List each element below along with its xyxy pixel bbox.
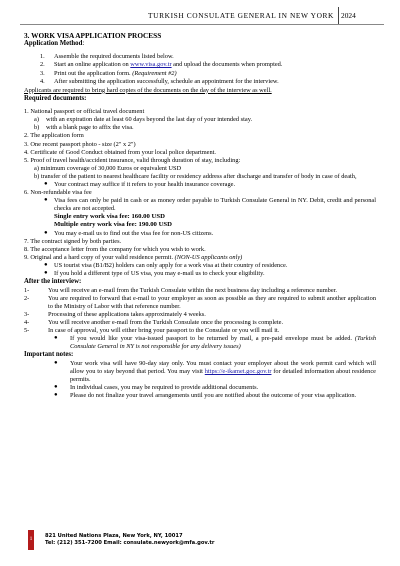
- list-item: 2. The application form: [24, 132, 84, 140]
- bullet-icon: ●: [54, 335, 58, 342]
- bullet-icon: ●: [54, 359, 58, 366]
- list-item: 8. The acceptance letter from the company for which you wish to work.: [24, 246, 206, 254]
- list-item: ● Please do not finalize your travel arrangements until you are notified about the outcome of your visa application.: [54, 392, 357, 400]
- bullet-icon: ●: [54, 392, 58, 399]
- list-item: 3. One recent passport photo - size (2" x 2"): [24, 140, 136, 148]
- required-documents-list: [24, 108, 376, 278]
- footer-address: 821 United Nations Plaza, New York, NY, 10017: [45, 533, 183, 539]
- bullet-icon: ●: [44, 262, 48, 269]
- list-item: ● If you hold a different type of US visa, you may e-mail us to check your eligibility.: [44, 270, 265, 278]
- list-item: 4- You will receive another e-mail from the Turkish Consulate once the processing is complete.: [24, 319, 284, 327]
- list-item: ● In individual cases, you may be required to provide additional documents.: [54, 383, 259, 391]
- list-item: 4. After submitting the application successfully, schedule an appointment for the interview.: [40, 78, 279, 86]
- after-interview-list: [24, 287, 376, 351]
- important-notes-list: [24, 360, 376, 400]
- list-item: ● US tourist visa (B1/B2) holders can only apply for a work visa at their country of residence.: [44, 262, 288, 270]
- list-item: 3- Processing of these applications takes approximately 4 weeks.: [24, 310, 206, 318]
- footer-phone-email: Tel: (212) 351-7200 Email: consulate.newyork@mfa.gov.tr: [45, 540, 215, 547]
- list-item: b) transfer of the patient to nearest healthcare facility or residency address after discharge and transfer of body in case of death,: [34, 172, 357, 180]
- bullet-icon: ●: [44, 180, 48, 187]
- required-documents-heading: Required documents:: [24, 94, 87, 102]
- bullet-icon: ●: [44, 196, 48, 203]
- bullet-icon: ●: [44, 270, 48, 277]
- header-page-number: 2024: [341, 11, 356, 20]
- header-rule: [20, 24, 384, 25]
- list-item: 5- In case of approval, you will either bring your passport to the Consulate or you will mail it.: [24, 327, 280, 335]
- header-separator: [338, 7, 339, 24]
- list-item: 1. Assemble the required documents listed below.: [40, 52, 174, 60]
- single-entry-fee: Single entry work visa fee: 160.00 USD: [54, 212, 165, 220]
- list-item: 7. The contract signed by both parties.: [24, 237, 122, 245]
- list-item: 1. National passport or official travel document: [24, 108, 145, 116]
- list-item: ● You may e-mail us to find out the visa fee for non-US citizens.: [44, 229, 214, 237]
- list-item: ● If you would like your visa-issued passport to be returned by mail, a pre-paid envelope must be added. (Turkish Consulate General in NY is not responsible for any delivery issues): [54, 335, 376, 351]
- header-title: TURKISH CONSULATE GENERAL IN NEW YORK: [148, 11, 334, 20]
- important-notes-heading: Important notes:: [24, 351, 74, 359]
- visa-site-link[interactable]: www.visa.gov.tr: [130, 61, 172, 69]
- after-interview-heading: After the interview:: [24, 278, 82, 286]
- e-ikamet-link[interactable]: https://e-ikamet.goc.gov.tr: [204, 367, 272, 375]
- list-item: 2. Start an online application on www.visa.gov.tr and upload the documents when prompted.: [40, 61, 283, 69]
- list-item: 2- You are required to forward that e-mail to your employer as soon as possible as they are required to submit another application to the Ministry of Labor with that reference number.: [24, 294, 376, 310]
- list-item: b) with a blank page to affix the visa.: [34, 124, 134, 132]
- multiple-entry-fee: Multiple entry work visa fee: 190.00 USD: [54, 221, 172, 229]
- list-item: ● Your work visa will have 90-day stay only. You must contact your employer about the work permit card which will allow you to stay beyond that period. You may visit https://e-ikamet.goc.gov.tr for detailed information about residence permits.: [54, 359, 376, 383]
- application-method-heading: Application Method:: [24, 40, 85, 48]
- list-item: a) minimum coverage of 30,000 Euros or equivalent USD: [34, 164, 182, 172]
- list-item: ● Your contract may suffice if it refers to your health insurance coverage.: [44, 180, 236, 188]
- main-content: [24, 31, 376, 400]
- list-item: 9. Original and a hard copy of your valid residence permit. (NON-US applicants only): [24, 254, 243, 262]
- list-item: a) with an expiration date at least 60 days beyond the last day of your intended stay.: [34, 116, 253, 124]
- bullet-icon: ●: [44, 229, 48, 236]
- list-item: 6. Non-refundable visa fee: [24, 188, 92, 196]
- page-header: [0, 7, 400, 24]
- bullet-icon: ●: [54, 383, 58, 390]
- section-title: 3. WORK VISA APPLICATION PROCESS: [24, 31, 162, 40]
- application-steps: [24, 53, 376, 86]
- hard-copy-note: Applicants are required to bring hard copies of the documents on the day of the interview as well.: [24, 86, 272, 94]
- list-item: 5. Proof of travel health/accident insurance, valid through duration of stay, including:: [24, 156, 241, 164]
- footer-page-number: 1: [28, 530, 34, 550]
- list-item: 1- You will receive an e-mail from the Turkish Consulate within the next business day including a reference number.: [24, 286, 337, 294]
- page-footer: [28, 530, 368, 552]
- list-item: ● Visa fees can only be paid in cash or as money order payable to Turkish Consulate General in NY. Debit, credit and personal checks are not accepted.: [44, 196, 376, 212]
- list-item: 4. Certificate of Good Conduct obtained from your local police department.: [24, 148, 217, 156]
- footer-contact: [45, 533, 214, 547]
- list-item: 3. Print out the application form. (Requirement #2): [40, 69, 177, 77]
